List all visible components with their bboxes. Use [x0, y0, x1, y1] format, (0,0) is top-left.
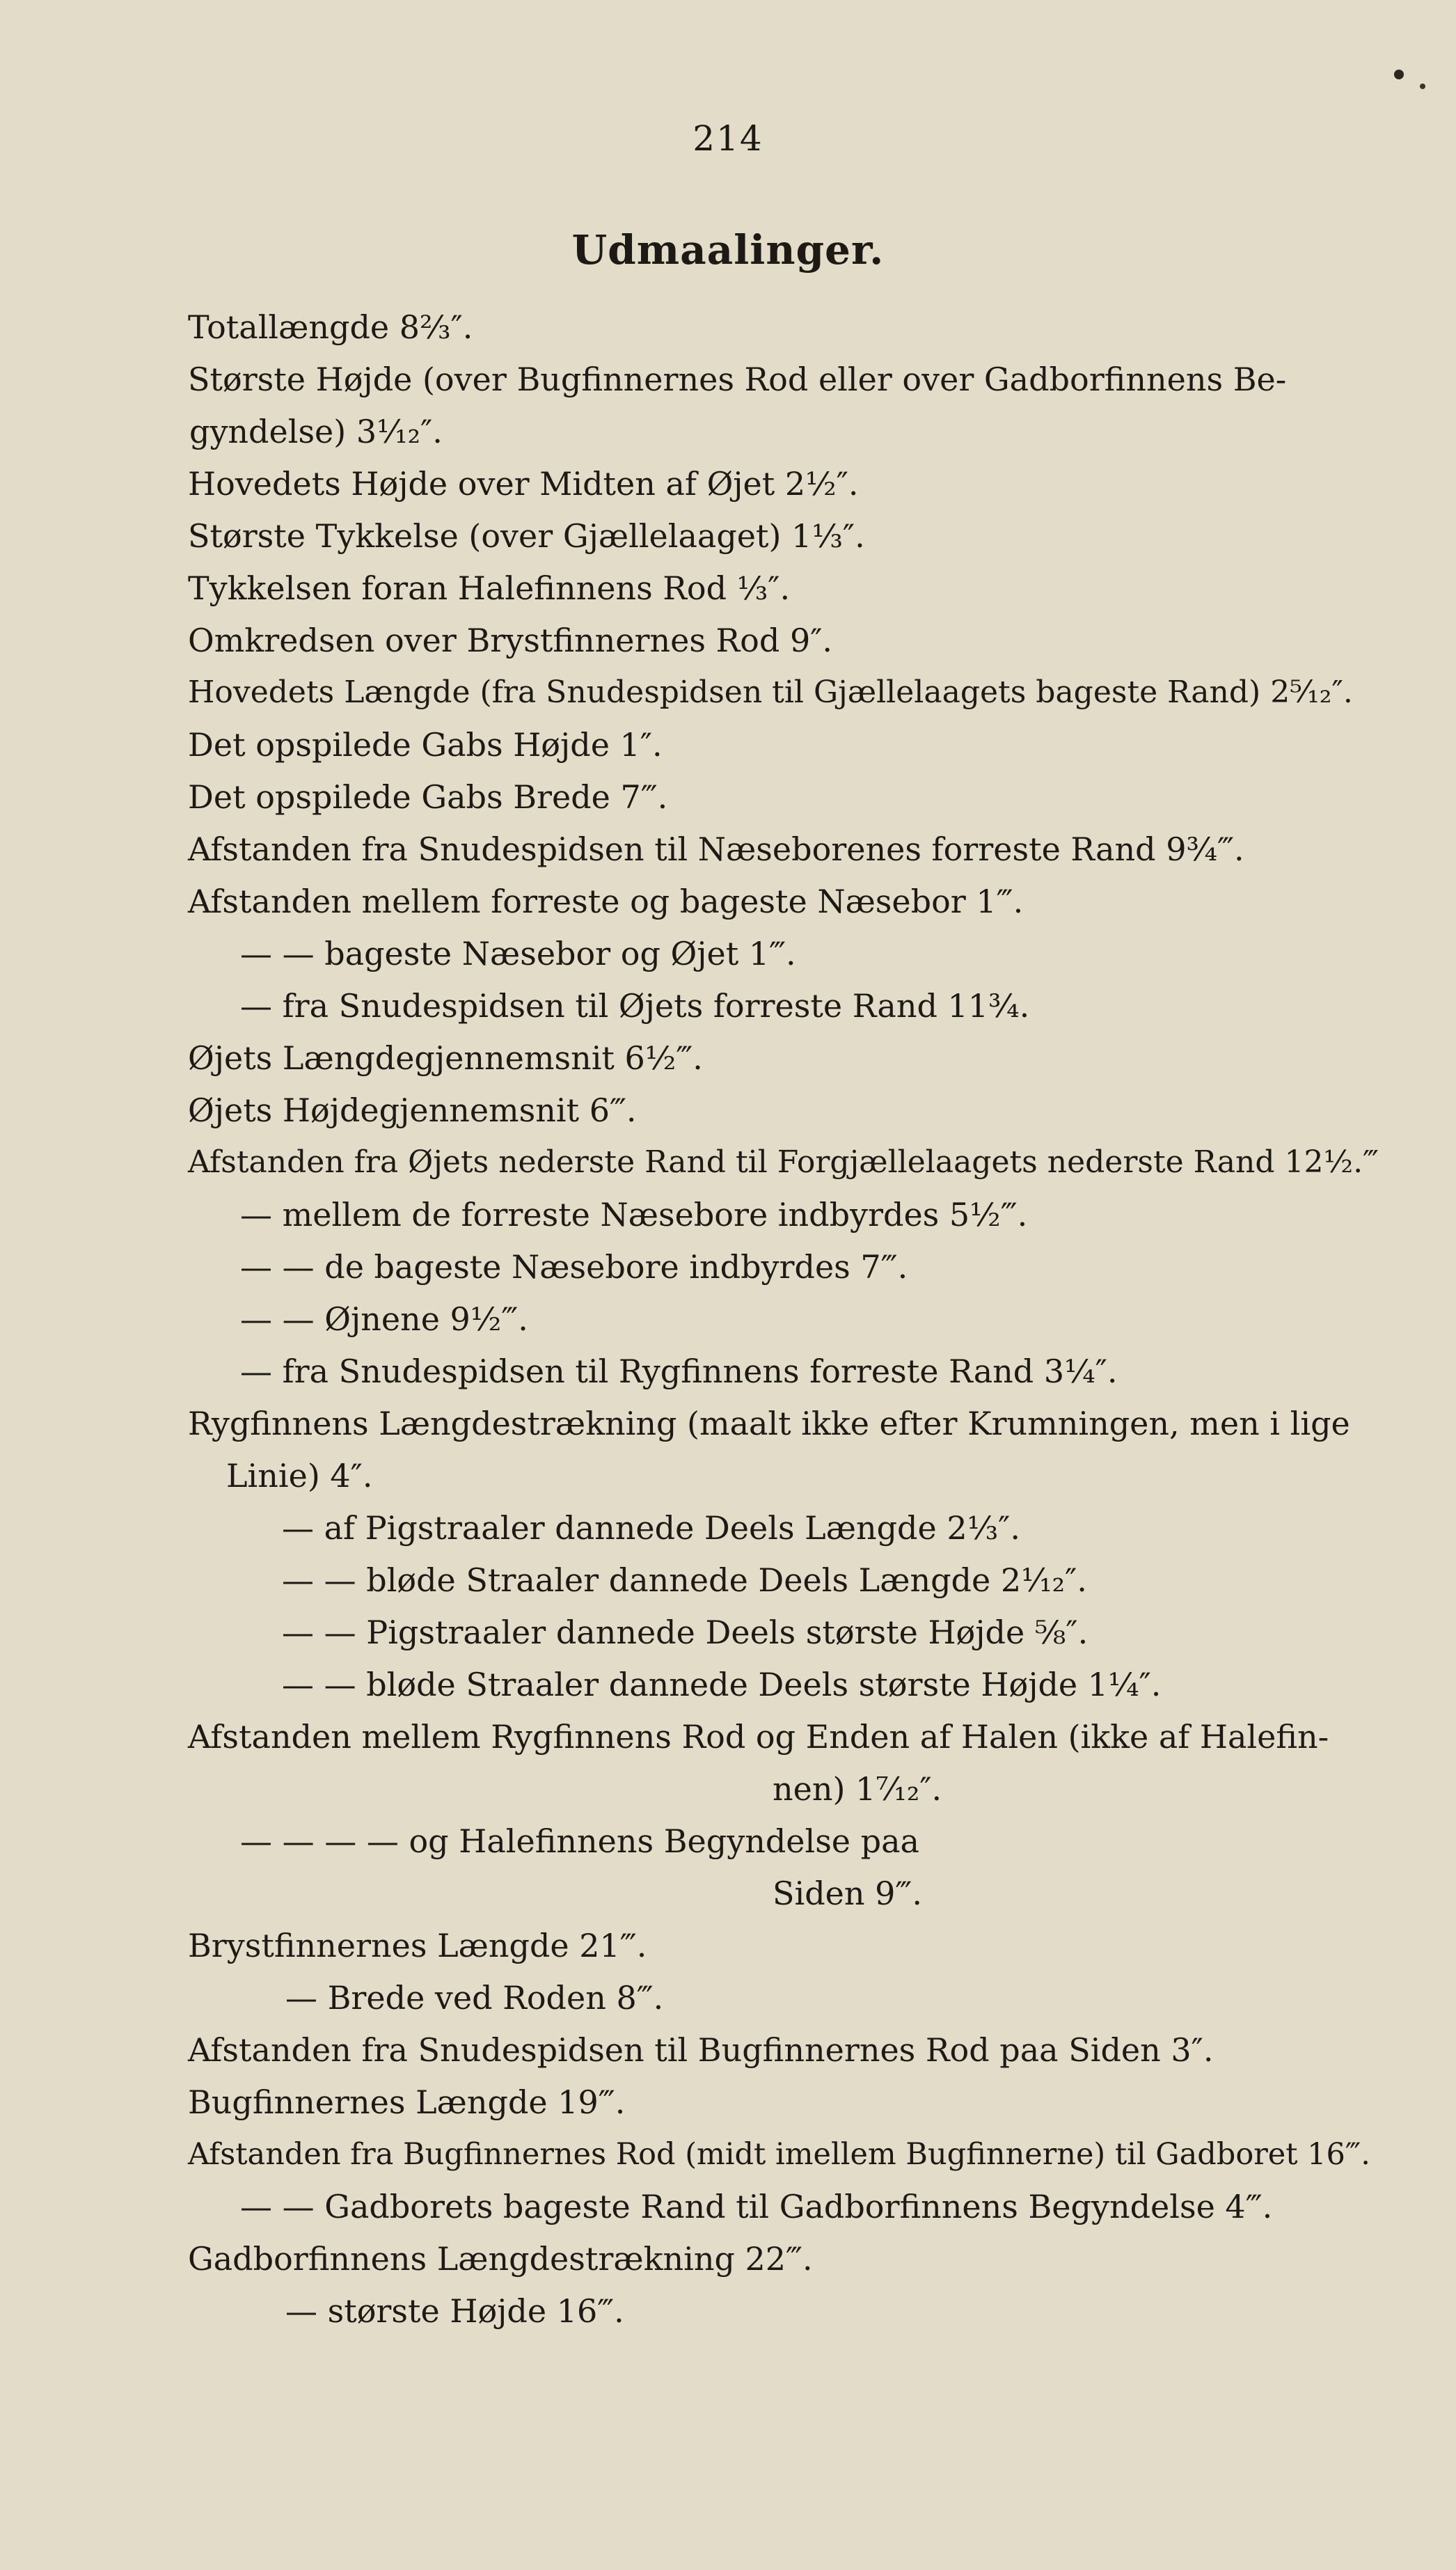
text-line: Afstanden fra Bugfinnernes Rod (midt imellem Bugfinnerne) til Gadboret 16‴. [188, 2137, 1370, 2172]
text-line: — — Øjnene 9½‴. [240, 1300, 528, 1338]
text-line: Tykkelsen foran Halefinnens Rod ⅓″. [188, 569, 791, 607]
text-line: Hovedets Længde (fra Snudespidsen til Gjællelaagets bageste Rand) 2⁵⁄₁₂″. [188, 675, 1353, 710]
text-line: Linie) 4″. [226, 1457, 373, 1495]
text-line: gyndelse) 3¹⁄₁₂″. [189, 413, 443, 450]
text-line: — — Gadborets bageste Rand til Gadborfinnens Begyndelse 4‴. [240, 2188, 1273, 2225]
text-line: Største Tykkelse (over Gjællelaaget) 1⅓″. [188, 517, 865, 555]
text-line: — Brede ved Roden 8‴. [285, 1979, 664, 2017]
text-line: Totallængde 8⅔″. [188, 308, 473, 346]
text-line: Største Højde (over Bugfinnernes Rod eller over Gadborfinnens Be- [188, 361, 1287, 398]
text-line: Det opspilede Gabs Brede 7‴. [188, 778, 668, 816]
text-line: nen) 1⁷⁄₁₂″. [773, 1770, 942, 1808]
text-line: — — bløde Straaler dannede Deels Længde 2¹⁄₁₂″. [282, 1561, 1087, 1599]
text-line: — — bageste Næsebor og Øjet 1‴. [240, 935, 796, 972]
text-line: — fra Snudespidsen til Øjets forreste Rand 11¾. [240, 987, 1030, 1025]
text-line: — mellem de forreste Næsebore indbyrdes 5½‴. [240, 1196, 1028, 1233]
text-line: Afstanden fra Øjets nederste Rand til Forgjællelaagets nederste Rand 12½.‴ [188, 1144, 1379, 1180]
text-line: Afstanden fra Snudespidsen til Bugfinnernes Rod paa Siden 3″. [188, 2031, 1214, 2069]
text-line: — — — — og Halefinnens Begyndelse paa [240, 1822, 919, 1860]
text-line: — største Højde 16‴. [285, 2292, 624, 2330]
text-line: Siden 9‴. [773, 1875, 922, 1912]
text-line: Det opspilede Gabs Højde 1″. [188, 726, 663, 764]
text-line: — fra Snudespidsen til Rygfinnens forreste Rand 3¼″. [240, 1353, 1118, 1390]
ink-spot [1394, 70, 1404, 79]
text-line: Rygfinnens Længdestrækning (maalt ikke efter Krumningen, men i lige [188, 1405, 1350, 1442]
text-line: Bugfinnernes Længde 19‴. [188, 2083, 626, 2121]
page-number: 214 [693, 118, 763, 159]
ink-spot [1420, 84, 1425, 89]
text-line: Øjets Længdegjennemsnit 6½‴. [188, 1039, 703, 1077]
text-line: Øjets Højdegjennemsnit 6‴. [188, 1091, 637, 1129]
text-line: Omkredsen over Brystfinnernes Rod 9″. [188, 622, 833, 659]
text-line: Hovedets Højde over Midten af Øjet 2½″. [188, 465, 859, 503]
text-line: — — bløde Straaler dannede Deels største Højde 1¼″. [282, 1666, 1162, 1703]
text-line: — — Pigstraaler dannede Deels største Højde ⅝″. [282, 1614, 1089, 1651]
text-line: Brystfinnernes Længde 21‴. [188, 1927, 647, 1964]
text-line: Gadborfinnens Længdestrækning 22‴. [188, 2240, 813, 2278]
text-line: Afstanden mellem forreste og bageste Næsebor 1‴. [188, 883, 1024, 920]
page-title: Udmaalinger. [571, 226, 885, 274]
text-line: Afstanden mellem Rygfinnens Rod og Enden af Halen (ikke af Halefin- [188, 1718, 1329, 1756]
text-line: — — de bageste Næsebore indbyrdes 7‴. [240, 1248, 908, 1286]
text-line: Afstanden fra Snudespidsen til Næseborenes forreste Rand 9¾‴. [188, 830, 1244, 868]
text-line: — af Pigstraaler dannede Deels Længde 2⅓″. [282, 1509, 1020, 1547]
